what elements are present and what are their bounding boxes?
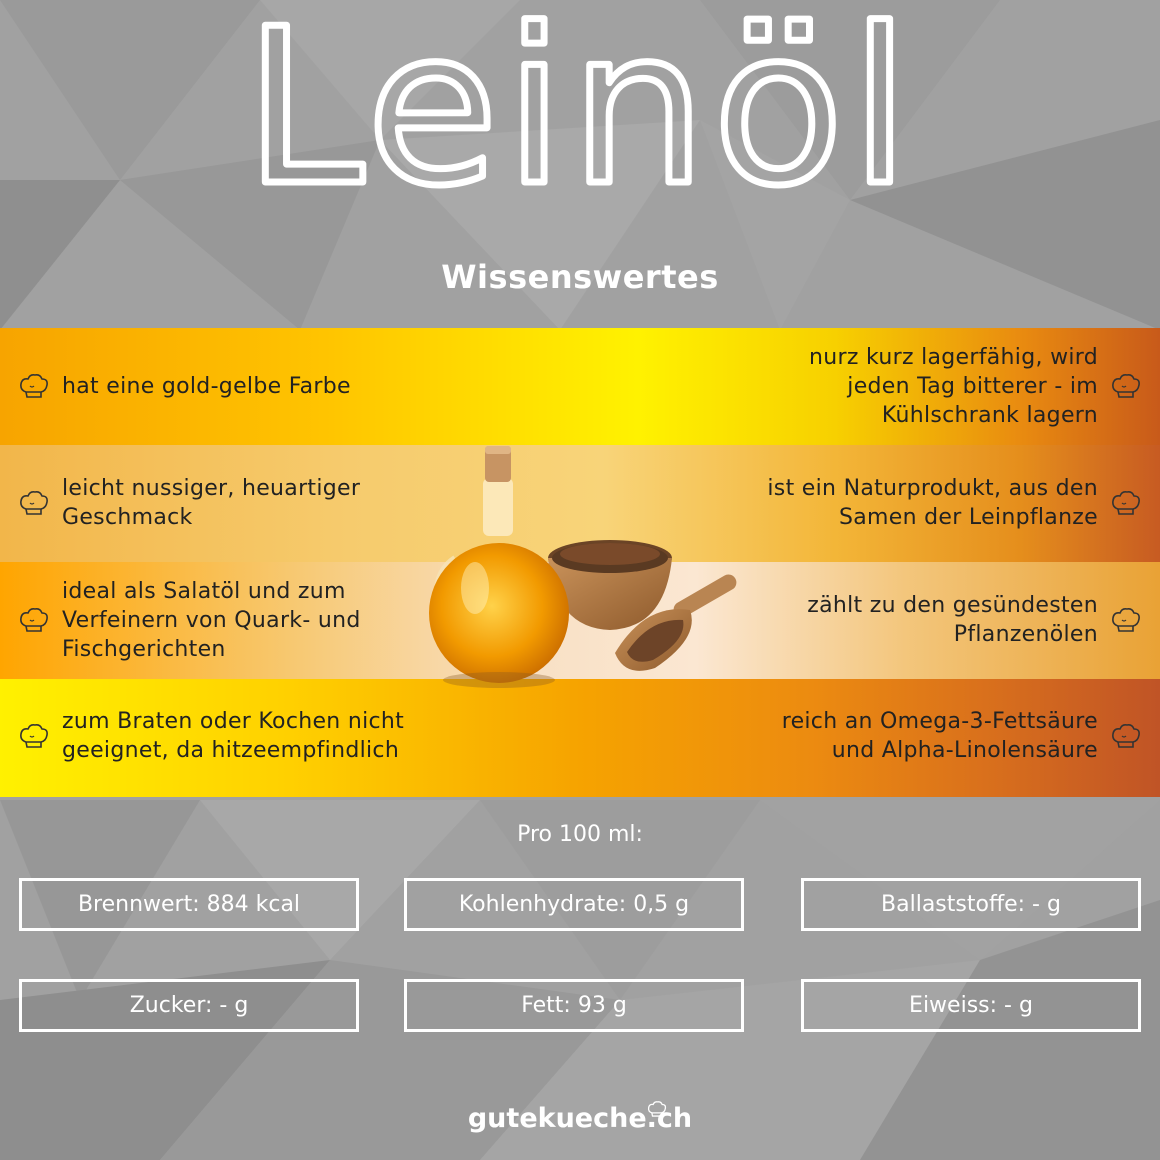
chef-hat-icon bbox=[1110, 372, 1142, 400]
fact-left-2: leicht nussiger, heuartiger Geschmack bbox=[18, 474, 360, 532]
title-text: Leinöl bbox=[244, 0, 916, 210]
nutrition-heading: Pro 100 ml: bbox=[517, 822, 643, 847]
fact-right-3: zählt zu den gesündesten Pflanzenölen bbox=[807, 591, 1142, 649]
chef-hat-icon bbox=[1110, 606, 1142, 634]
fact-right-4: reich an Omega-3-Fettsäure und Alpha-Linolensäure bbox=[782, 707, 1142, 765]
nutrition-box-eiweiss: Eiweiss: - g bbox=[801, 979, 1141, 1032]
chef-hat-icon bbox=[18, 722, 50, 750]
fact-right-1: nurz kurz lagerfähig, wird jeden Tag bitterer - im Kühlschrank lagern bbox=[809, 342, 1142, 430]
fact-left-4: zum Braten oder Kochen nicht geeignet, da hitzeempfindlich bbox=[18, 707, 404, 765]
footer-brand: gutekueche.ch bbox=[467, 1103, 693, 1134]
subtitle: Wissenswertes bbox=[441, 258, 719, 296]
nutrition-box-zucker: Zucker: - g bbox=[19, 979, 359, 1032]
nutrition-box-ballaststoffe: Ballaststoffe: - g bbox=[801, 878, 1141, 931]
fact-left-3: ideal als Salatöl und zum Verfeinern von Quark- und Fischgerichten bbox=[18, 576, 361, 664]
nutrition-box-fett: Fett: 93 g bbox=[404, 979, 744, 1032]
fact-right-2: ist ein Naturprodukt, aus den Samen der Leinpflanze bbox=[767, 474, 1142, 532]
chef-hat-icon bbox=[18, 489, 50, 517]
linseed-oil-image bbox=[415, 438, 785, 693]
chef-hat-icon bbox=[646, 1100, 668, 1118]
page-title bbox=[0, 0, 1160, 210]
chef-hat-icon bbox=[18, 372, 50, 400]
chef-hat-icon bbox=[18, 606, 50, 634]
chef-hat-icon bbox=[1110, 489, 1142, 517]
nutrition-box-kohlenhydrate: Kohlenhydrate: 0,5 g bbox=[404, 878, 744, 931]
fact-left-1: hat eine gold-gelbe Farbe bbox=[18, 357, 351, 415]
chef-hat-icon bbox=[1110, 722, 1142, 750]
nutrition-box-brennwert: Brennwert: 884 kcal bbox=[19, 878, 359, 931]
